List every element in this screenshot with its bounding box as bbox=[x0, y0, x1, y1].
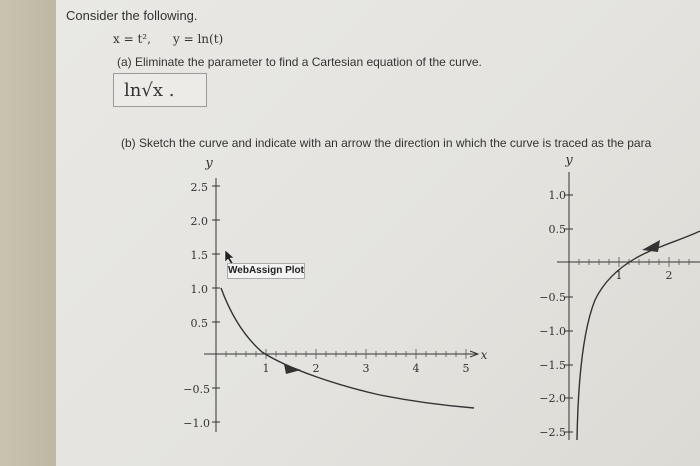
right-y-tick-label: −2.0 bbox=[539, 392, 566, 405]
right-y-tick-label: −2.5 bbox=[539, 426, 566, 439]
left-y-tick-label: −0.5 bbox=[183, 383, 210, 396]
right-y-tick-label: −0.5 bbox=[539, 291, 566, 304]
right-y-tick-label: 0.5 bbox=[548, 223, 566, 236]
left-x-axis-label: x bbox=[480, 348, 488, 362]
left-y-tick-label: 1.5 bbox=[190, 249, 208, 262]
left-curve bbox=[221, 288, 474, 408]
answer-value: ln√x . bbox=[124, 80, 175, 101]
left-x-tick-label: 5 bbox=[462, 362, 470, 375]
equation-y: y = ln(t) bbox=[173, 32, 224, 46]
right-x-tick-label: 2 bbox=[665, 269, 673, 282]
left-y-tick-label: 2.5 bbox=[190, 181, 208, 194]
webassign-plot-badge[interactable]: WebAssign Plot bbox=[227, 263, 305, 279]
direction-arrow-icon bbox=[284, 364, 301, 374]
left-x-tick-label: 3 bbox=[362, 362, 370, 375]
part-a-prompt: (a) Eliminate the parameter to find a Cartesian equation of the curve. bbox=[117, 55, 482, 69]
right-y-tick-label: 1.0 bbox=[548, 189, 566, 202]
left-y-tick-label: −1.0 bbox=[183, 417, 210, 430]
left-y-tick-label: 0.5 bbox=[190, 317, 208, 330]
equation-x: x = t², bbox=[113, 32, 151, 46]
right-x-tick-label: 1 bbox=[615, 269, 623, 282]
part-b-prompt: (b) Sketch the curve and indicate with an arrow the direction in which the curve is traced as the para bbox=[121, 136, 652, 150]
left-y-tick-label: 2.0 bbox=[190, 215, 208, 228]
direction-arrow-icon bbox=[642, 240, 660, 252]
right-y-tick-label: −1.5 bbox=[539, 359, 566, 372]
left-y-tick-label: 1.0 bbox=[190, 283, 208, 296]
right-y-tick-label: −1.0 bbox=[539, 325, 566, 338]
left-y-axis-label: y bbox=[205, 156, 213, 171]
left-x-tick-label: 2 bbox=[312, 362, 320, 375]
intro-text: Consider the following. bbox=[66, 8, 198, 23]
left-x-tick-label: 1 bbox=[262, 362, 270, 375]
right-y-axis-label: y bbox=[565, 153, 573, 168]
left-x-tick-label: 4 bbox=[412, 362, 420, 375]
mouse-cursor-icon bbox=[225, 250, 234, 264]
